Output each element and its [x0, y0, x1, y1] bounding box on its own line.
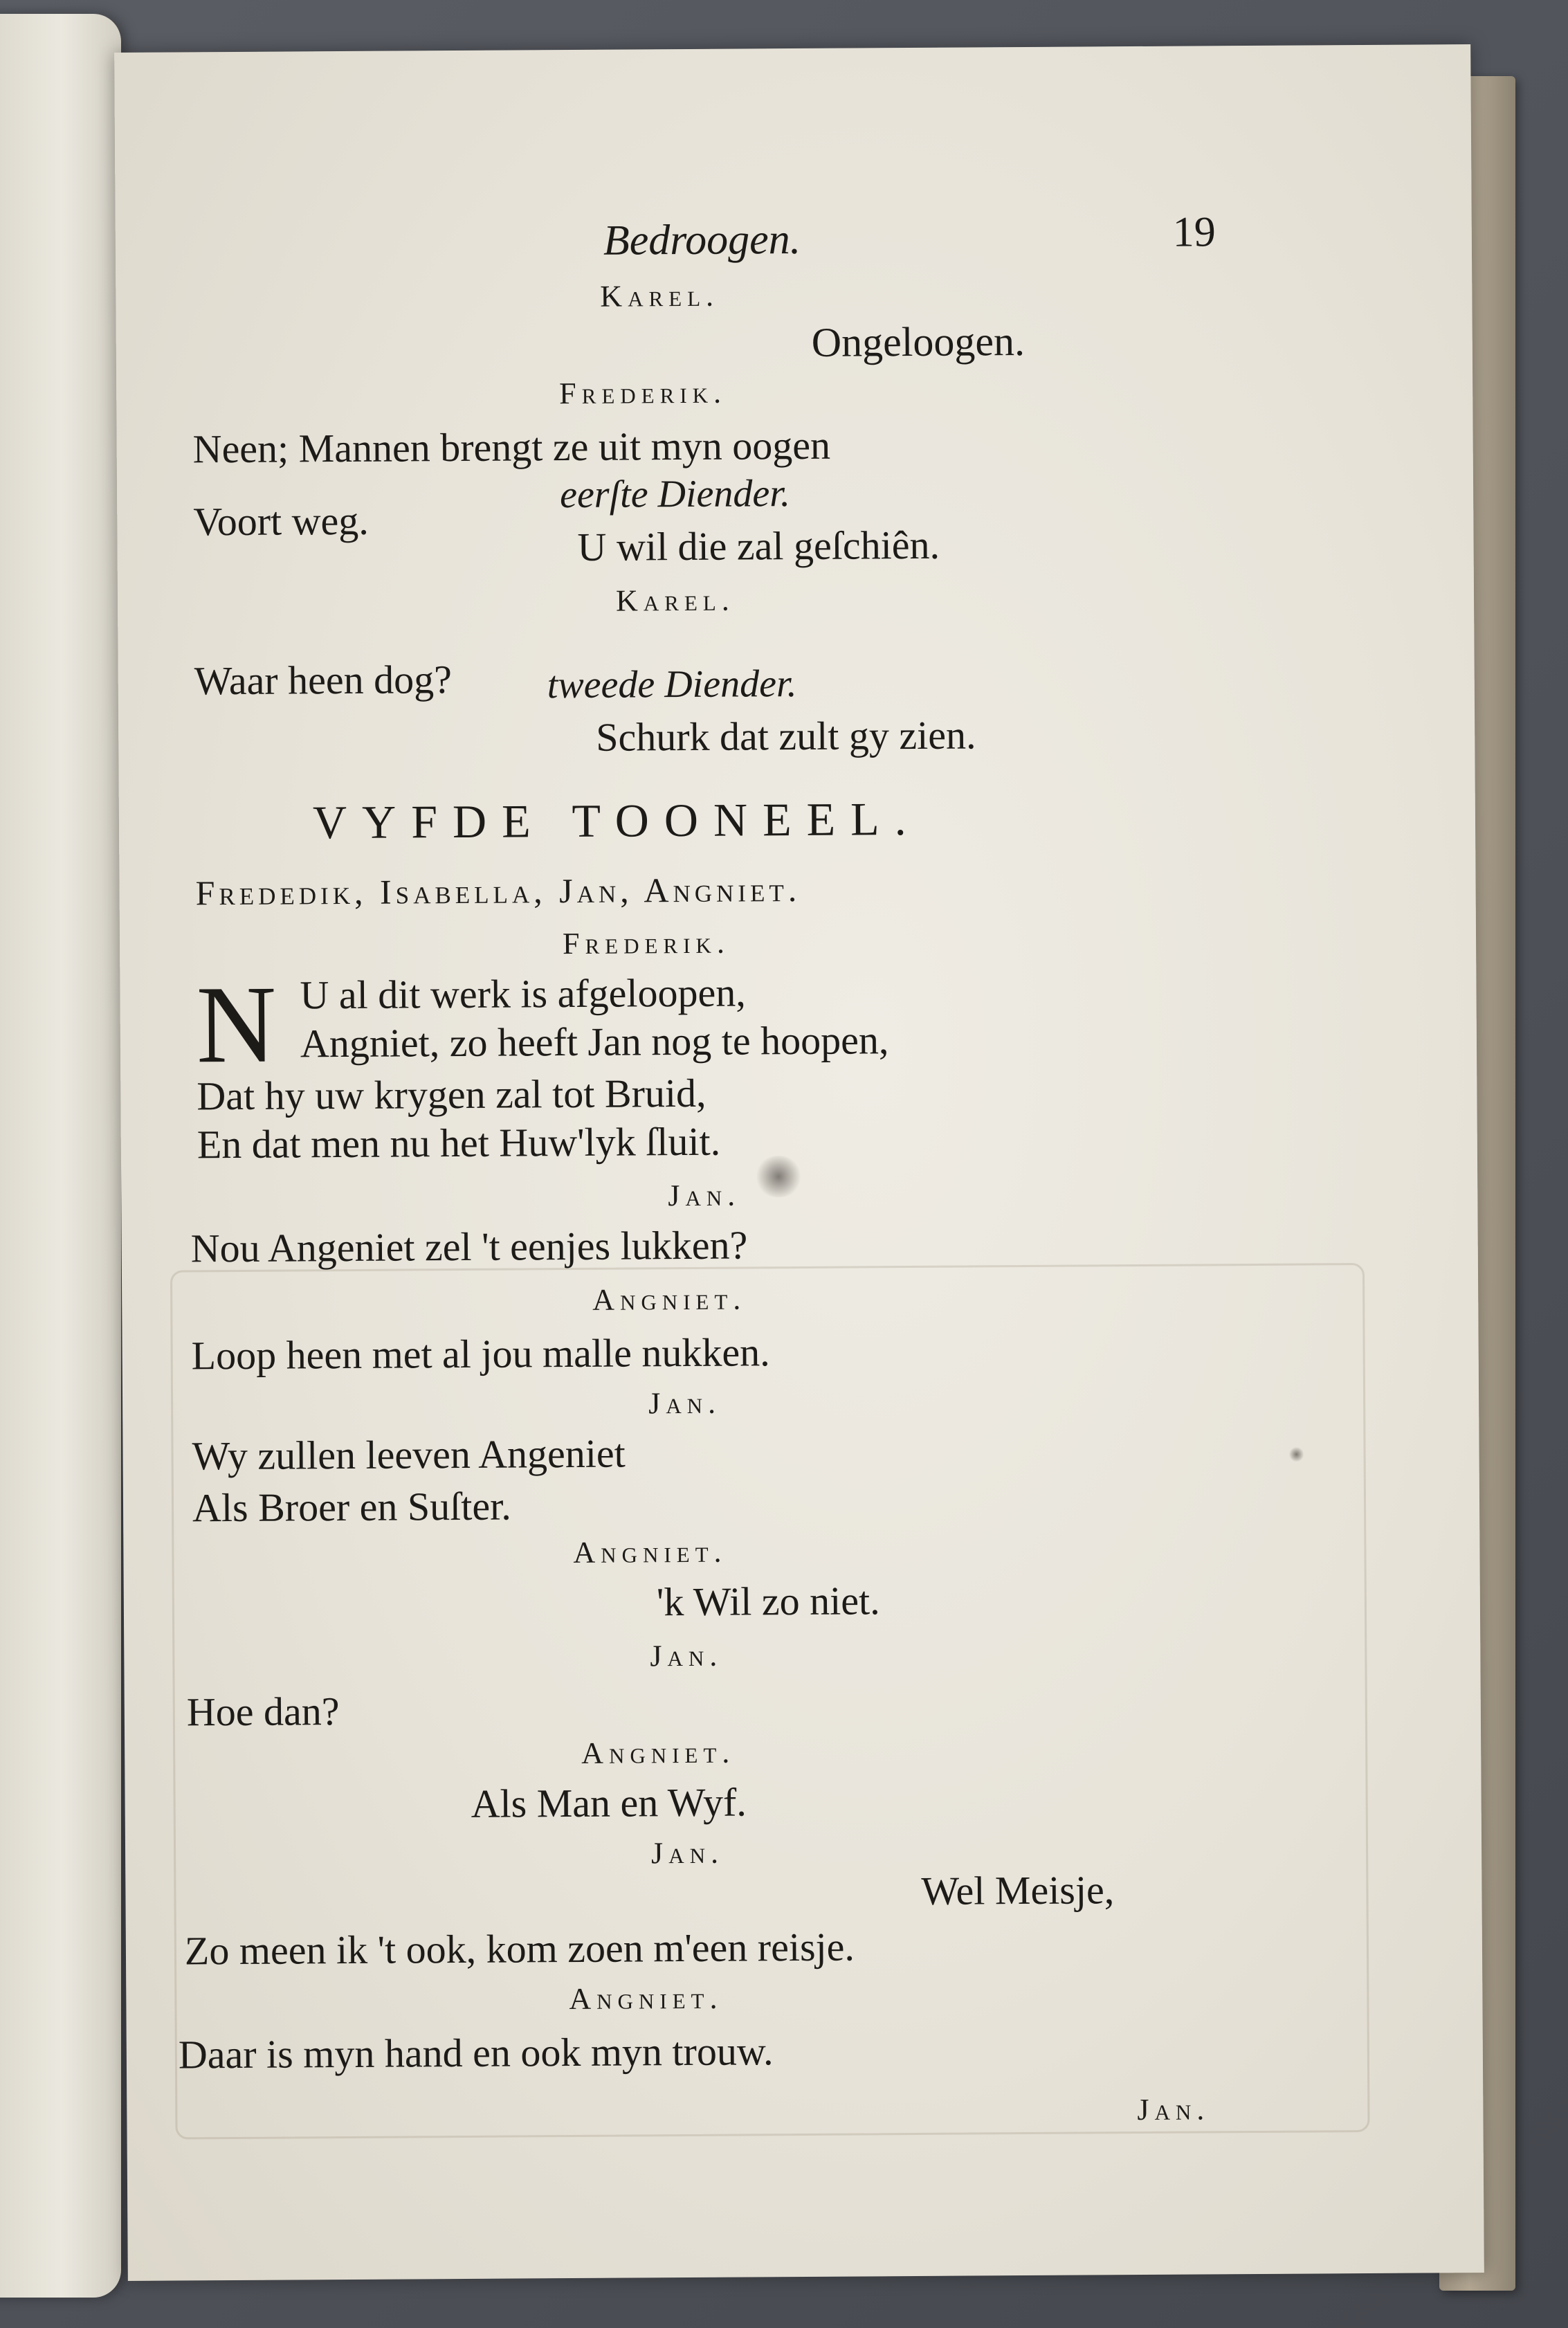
speaker-jan: Jan. — [648, 1385, 722, 1421]
verse-line: Neen; Mannen brengt ze uit myn oogen — [192, 422, 831, 472]
ink-smudge — [754, 1156, 803, 1197]
running-head: Bedroogen. — [603, 215, 801, 264]
speaker-karel: Karel. — [615, 583, 735, 618]
speaker-angniet: Angniet. — [581, 1735, 736, 1770]
speaker-karel: Karel. — [600, 278, 720, 313]
page-number: 19 — [1172, 208, 1216, 256]
speaker-angniet: Angniet. — [569, 1981, 723, 2017]
verse-line: Loop heen met al jou malle nukken. — [191, 1329, 770, 1379]
verse-line: Dat hy uw krygen zal tot Bruid, — [197, 1070, 706, 1119]
speaker-angniet: Angniet. — [592, 1282, 747, 1317]
verse-line: Als Broer en Suſter. — [192, 1483, 511, 1531]
verse-line: Angniet, zo heeft Jan nog te hoopen, — [300, 1017, 889, 1066]
cast-list: Frededik, Isabella, Jan, Angniet. — [195, 869, 801, 913]
verse-line: Zo meen ik 't ook, kom zoen m'een reisje. — [184, 1924, 855, 1974]
speaker-jan: Jan. — [650, 1638, 723, 1673]
plate-impression — [170, 1263, 1370, 2140]
catchword-jan: Jan. — [1137, 2092, 1210, 2127]
verse-line: Schurk dat zult gy zien. — [596, 712, 976, 760]
ink-spot — [1289, 1447, 1304, 1462]
book-page — [114, 44, 1484, 2281]
verse-line: Hoe dan? — [186, 1689, 340, 1735]
verse-line: Daar is myn hand en ook myn trouw. — [178, 2028, 774, 2077]
facing-page-left — [0, 14, 121, 2298]
speaker-jan: Jan. — [668, 1178, 741, 1213]
speaker-frederik: Frederik. — [562, 925, 731, 961]
verse-line: Nou Angeniet zel 't eenjes lukken? — [190, 1222, 748, 1271]
verse-line: 'k Wil zo niet. — [656, 1578, 880, 1625]
verse-line: U wil die zal geſchiên. — [577, 522, 940, 570]
verse-line: Waar heen dog? — [194, 657, 453, 704]
speaker-jan: Jan. — [650, 1835, 724, 1871]
verse-line: Wel Meisje, — [921, 1867, 1115, 1913]
speaker-first-officer: eerſte Diender. — [559, 472, 791, 517]
verse-line: En dat men nu het Huw'lyk ſluit. — [197, 1118, 721, 1167]
drop-cap: N — [196, 962, 277, 1086]
verse-line: Als Man en Wyf. — [471, 1779, 747, 1826]
verse-line: Voort weg. — [193, 498, 369, 545]
verse-line: Wy zullen leeven Angeniet — [192, 1430, 626, 1479]
verse-line: Ongeloogen. — [811, 318, 1025, 365]
verse-line: U al dit werk is afgeloopen, — [300, 970, 746, 1018]
speaker-angniet: Angniet. — [573, 1534, 727, 1570]
speaker-second-officer: tweede Diender. — [547, 662, 797, 707]
scene-heading: VYFDE TOONEEL. — [312, 792, 922, 849]
speaker-frederik: Frederik. — [559, 375, 727, 411]
